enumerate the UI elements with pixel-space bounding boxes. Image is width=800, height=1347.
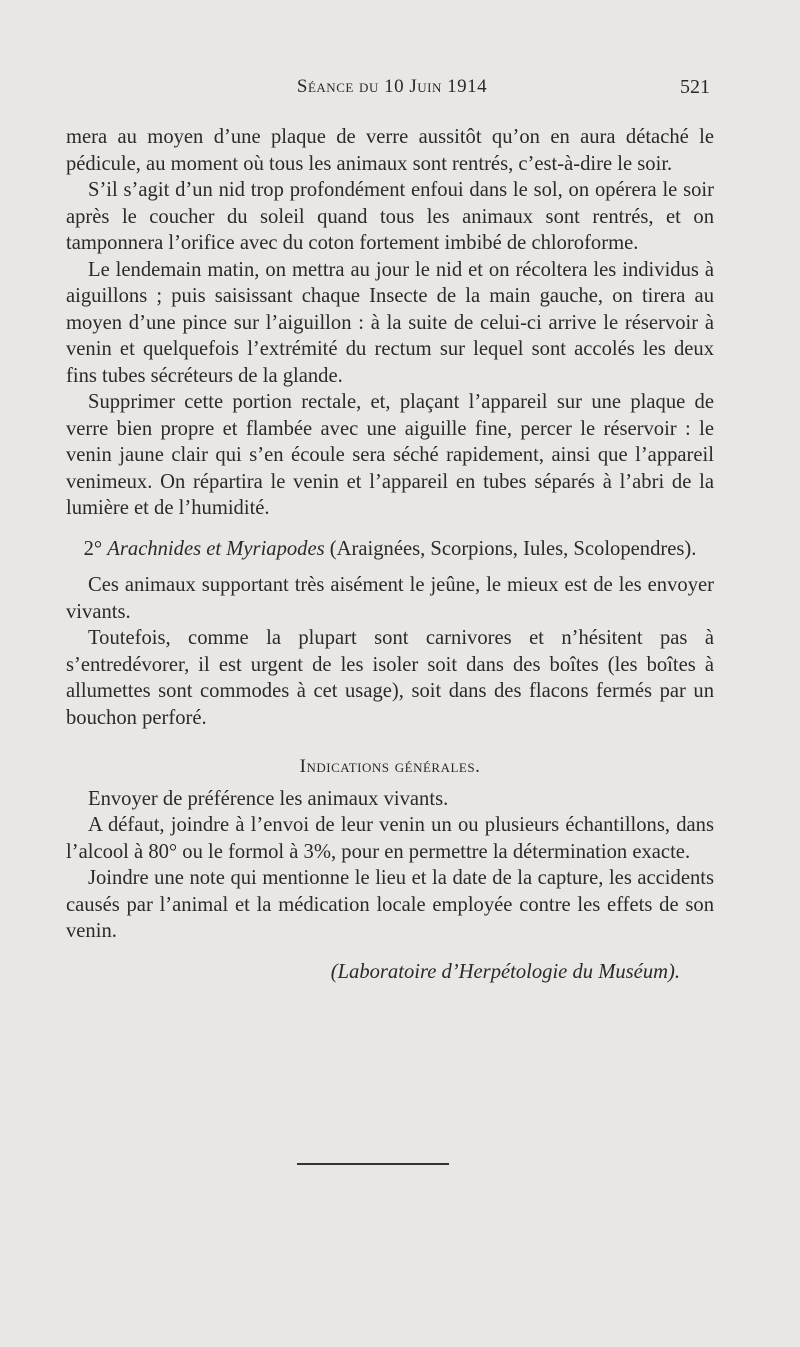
page-header [70, 76, 714, 112]
running-title: Séance du 10 Juin 1914 [296, 76, 488, 97]
paragraph: Envoyer de préférence les animaux vivants. [88, 787, 449, 810]
closing-rule [297, 1163, 449, 1165]
credit-line: (Laboratoire d’Herpétologie du Muséum). [330, 960, 680, 983]
paragraph: mera au moyen d’une plaque de verre aussitôt qu’on en aura détaché le pédicule, au moment où tous les animaux sont rentrés, c’est-à-dire le soir. [66, 126, 714, 175]
body-text [66, 124, 714, 985]
page-number: 521 [680, 76, 710, 98]
subheading [76, 536, 704, 563]
paragraph: Toutefois, comme la plupart sont carnivores et n’hésitent pas à s’entredévorer, il est urgent de les isoler soit dans des boîtes (les boîtes à allumettes sont commodes à cet usage), soit dans des flacons fermés par un bouchon perforé. [66, 627, 714, 729]
paragraph: Supprimer cette portion rectale, et, plaçant l’appareil sur une plaque de verre bien propre et flambée avec une aiguille fine, percer le réservoir : le venin jaune clair qui s’en écoule sera séché rapidement, ainsi que l’appareil venimeux. On répartira le venin et l’appareil en tubes séparés à l’abri de la lumière et de l’humidité. [66, 391, 714, 519]
paragraph: S’il s’agit d’un nid trop profondément enfoui dans le sol, on opérera le soir après le coucher du soleil quand tous les animaux sont rentrés, et on tamponnera l’orifice avec du coton fortement imbibé de chloroforme. [66, 179, 714, 254]
section-title: Indications générales. [299, 756, 481, 777]
subheading-number: 2° [83, 537, 103, 560]
subheading-rest: (Araignées, Scorpions, Iules, Scolopendres). [329, 537, 697, 560]
paragraph: Joindre une note qui mentionne le lieu et la date de la capture, les accidents causés par l’animal et la médication locale employée contre les effets de son venin. [66, 867, 714, 942]
paragraph: Le lendemain matin, on mettra au jour le nid et on récoltera les individus à aiguillons ; puis saisissant chaque Insecte de la main gauche, on tirera au moyen d’une pince sur l’aiguillon : à la suite de celui-ci arrive le réservoir à venin et quelquefois l’extrémité du rectum sur lequel sont accolés les deux fins tubes sécréteurs de la glande. [66, 258, 714, 387]
paragraph: A défaut, joindre à l’envoi de leur venin un ou plusieurs échantillons, dans l’alcool à 80° ou le formol à 3%, pour en permettre la détermination exacte. [66, 814, 714, 863]
subheading-italic: Arachnides et Myriapodes [107, 537, 325, 560]
paragraph: Ces animaux supportant très aisément le jeûne, le mieux est de les envoyer vivants. [66, 574, 714, 623]
